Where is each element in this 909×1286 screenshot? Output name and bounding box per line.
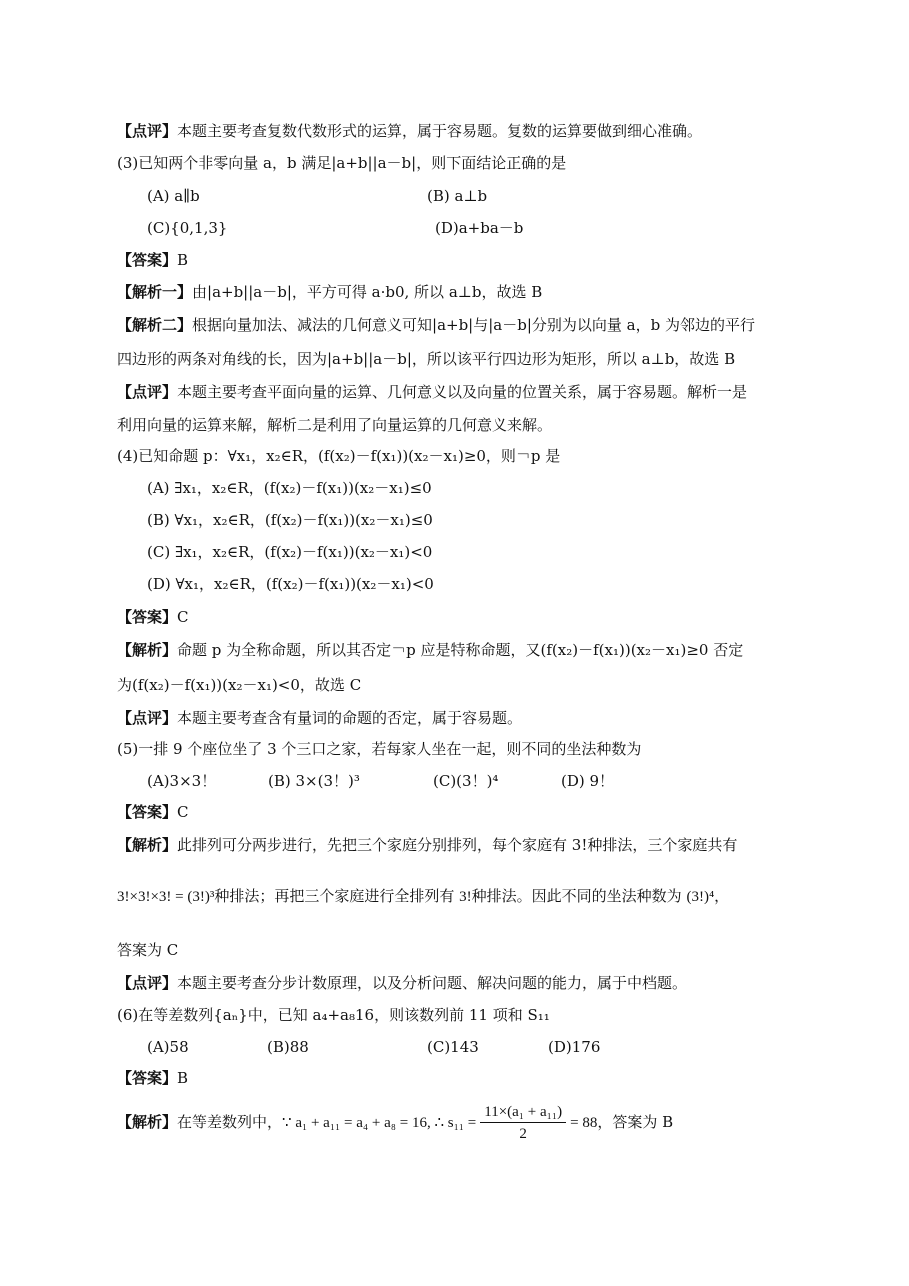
solution-continuation: 为(f(x₂)－f(x₁))(x₂－x₁)<0，故选 C	[117, 676, 362, 694]
formula-text-1: 种排法；再把三个家庭进行全排列有	[214, 887, 455, 905]
question-4-option-a: (A) ∃x₁，x₂∈R，(f(x₂)－f(x₁))(x₂－x₁)≤0	[147, 479, 432, 497]
comment-tag: 【点评】	[117, 383, 178, 401]
question-3-option-c: (C){0,1,3}	[147, 219, 228, 237]
question-5-stem: (5)一排 9 个座位坐了 3 个三口之家，若每家人坐在一起，则不同的坐法种数为	[117, 740, 642, 758]
question-6-stem: (6)在等差数列{aₙ}中，已知 a₄+a₈16，则该数列前 11 项和 S₁₁	[117, 1006, 550, 1024]
formula-result: (3!)⁴	[686, 889, 715, 905]
fraction-numerator: 11×(a₁ + a₁₁)	[480, 1102, 566, 1123]
answer-summary: 答案为 C	[117, 941, 179, 959]
question-4-option-b: (B) ∀x₁，x₂∈R，(f(x₂)－f(x₁))(x₂－x₁)≤0	[147, 511, 433, 529]
solution-text: 命题 p 为全称命题，所以其否定￢p 应是特称命题，又(f(x₂)－f(x₁))(x₂－x₁)≥0 否定	[177, 641, 744, 659]
answer-tag: 【答案】	[117, 608, 178, 626]
question-3-stem: (3)已知两个非零向量 a，b 满足|a+b||a－b|，则下面结论正确的是	[117, 154, 567, 172]
answer-value: B	[177, 1069, 189, 1087]
comment-tag: 【点评】	[117, 122, 178, 140]
solution-1-tag: 【解析一】	[117, 283, 193, 301]
comment-text: 本题主要考查分步计数原理，以及分析问题、解决问题的能力，属于中档题。	[177, 974, 688, 992]
question-6-option-a: (A)58	[147, 1038, 189, 1056]
question-6-option-c: (C)143	[427, 1038, 479, 1056]
comment-tag: 【点评】	[117, 709, 178, 727]
solution-tag: 【解析】	[117, 836, 178, 854]
comment-line-q3	[117, 382, 747, 402]
solution-2-continuation: 四边形的两条对角线的长，因为|a+b||a－b|，所以该平行四边形为矩形，所以 a⊥b，故选 B	[117, 350, 736, 368]
question-3-option-b: (B) a⊥b	[427, 187, 488, 205]
question-4-option-c: (C) ∃x₁，x₂∈R，(f(x₂)－f(x₁))(x₂－x₁)<0	[147, 543, 433, 561]
formula-factorial-product: 3!×3!×3! = (3!)³	[117, 889, 215, 905]
question-5-option-d: (D) 9！	[561, 772, 615, 790]
answer-line-q5	[117, 802, 189, 822]
solution-tag: 【解析】	[117, 641, 178, 659]
solution-text: 在等差数列中，	[177, 1113, 283, 1131]
comment-line-q5	[117, 973, 687, 993]
answer-tag: 【答案】	[117, 803, 178, 821]
question-6-option-b: (B)88	[267, 1038, 309, 1056]
solution-2-line	[117, 315, 755, 335]
solution-tail: ，答案为 B	[597, 1113, 674, 1131]
solution-1-line	[117, 282, 542, 302]
answer-value: C	[177, 608, 189, 626]
answer-line-q3	[117, 250, 188, 270]
question-4-stem: (4)已知命题 p：∀x₁，x₂∈R，(f(x₂)－f(x₁))(x₂－x₁)≥0，则￢p 是	[117, 447, 561, 465]
comment-text: 本题主要考查平面向量的运算、几何意义以及向量的位置关系，属于容易题。解析一是	[177, 383, 748, 401]
solution-2-text: 根据向量加法、减法的几何意义可知|a+b|与|a－b|分别为以向量 a，b 为邻边的平行	[192, 316, 755, 334]
formula-sum-result: = 88	[570, 1115, 598, 1131]
question-4-option-d: (D) ∀x₁，x₂∈R，(f(x₂)－f(x₁))(x₂－x₁)<0	[147, 575, 434, 593]
comment-text: 本题主要考查复数代数形式的运算，属于容易题。复数的运算要做到细心准确。	[177, 122, 703, 140]
solution-1-text: 由|a+b||a－b|，平方可得 a·b0, 所以 a⊥b，故选 B	[192, 283, 543, 301]
answer-value: B	[177, 251, 189, 269]
solution-line-q6	[117, 1100, 673, 1145]
question-5-option-a: (A)3×3！	[147, 772, 217, 790]
answer-value: C	[177, 803, 189, 821]
comment-text: 本题主要考查含有量词的命题的否定，属于容易题。	[177, 709, 523, 727]
solution-tag: 【解析】	[117, 1113, 178, 1131]
formula-factorial: 3!	[459, 889, 472, 905]
solution-line-q5	[117, 835, 737, 855]
comment-line-q2	[117, 121, 702, 141]
answer-line-q4	[117, 607, 189, 627]
solution-line-q4	[117, 640, 743, 660]
fraction-denominator: 2	[519, 1125, 527, 1142]
answer-line-q6	[117, 1068, 188, 1088]
formula-text-2: 种排法。因此不同的坐法种数为	[471, 887, 682, 905]
formula-tail: ，	[714, 887, 730, 905]
formula-fraction	[480, 1102, 566, 1145]
question-3-option-d: (D)a+ba－b	[435, 219, 524, 237]
answer-tag: 【答案】	[117, 251, 178, 269]
question-6-option-d: (D)176	[548, 1038, 601, 1056]
question-3-option-a: (A) a∥b	[147, 187, 200, 205]
formula-sum-identity: ∵ a₁ + a₁₁ = a₄ + a₈ = 16, ∴ s₁₁ =	[282, 1115, 477, 1131]
answer-tag: 【答案】	[117, 1069, 178, 1087]
comment-continuation: 利用向量的运算来解，解析二是利用了向量运算的几何意义来解。	[117, 416, 553, 434]
solution-2-tag: 【解析二】	[117, 316, 193, 334]
question-5-option-c: (C)(3！)⁴	[433, 772, 499, 790]
comment-line-q4	[117, 708, 522, 728]
solution-formula-line	[117, 886, 729, 907]
comment-tag: 【点评】	[117, 974, 178, 992]
question-5-option-b: (B) 3×(3！)³	[268, 772, 360, 790]
solution-text: 此排列可分两步进行，先把三个家庭分别排列，每个家庭有 3!种排法，三个家庭共有	[177, 836, 738, 854]
